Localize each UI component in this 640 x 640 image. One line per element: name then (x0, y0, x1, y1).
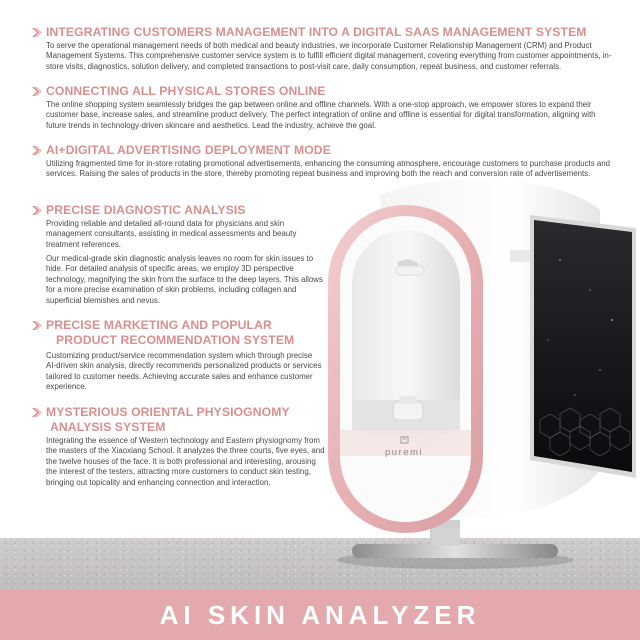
section-body-secondary: Our medical-grade skin diagnostic analysis leaves no room for skin issues to hide. For detailed analysis of specific areas, we employ 3D perspective technology, magnifying the skin from the surface to the deep layers. This allows for a more precise examination of skin problems, including collagen and superficial blemishes and nevus. (46, 254, 323, 305)
device-brand-label: puremi (385, 447, 424, 458)
section-body: Providing reliable and detailed all-round data for physicians and skin management consultants, assisting in medical assessments and beauty treatment references. (46, 219, 297, 249)
chevron-right-icon (31, 407, 42, 418)
section-body: To serve the operational management needs of both medical and beauty industries, we incorporate Customer Relationship Management (CRM) and Product Management Systems. This comprehensive customer service system is to fulfill efficient digital management, covering everything from customer appointments, in-store visits, diagnostics, solution delivery, and completed transactions to post-visit care, daily consumption, repeat business, and customer referrals. (46, 41, 612, 71)
section-title-line2: PRODUCT RECOMMENDATION SYSTEM (56, 333, 295, 347)
section-title-line2: ANALYSIS SYSTEM (50, 420, 166, 434)
section-title: INTEGRATING CUSTOMERS MANAGEMENT INTO A DIGITAL SAAS MANAGEMENT SYSTEM (46, 25, 587, 39)
section-body: Utilizing fragmented time for in-store rotating promotional advertisements, enhancing the consuming atmosphere, encourage customers to purchase products and services. Raising the sales of products in the store, thereby promoting repeat business and improving both the reach and conversion rate of advertisements. (46, 159, 611, 179)
section-title: PRECISE DIAGNOSTIC ANALYSIS (46, 203, 246, 217)
chevron-right-icon (31, 86, 42, 97)
section-body: Customizing product/service recommendation system which through precise AI-driven skin analysis, directly recommends personalized products or services tailored to customer needs. Achieving accurate sales and enhance customer experience. (46, 351, 322, 392)
chevron-right-icon (31, 205, 42, 216)
chevron-right-icon (31, 145, 42, 156)
footer-title: AI SKIN ANALYZER (159, 599, 481, 630)
section-title: AI+DIGITAL ADVERTISING DEPLOYMENT MODE (46, 143, 331, 157)
section-title: MYSTERIOUS ORIENTAL PHYSIOGNOMY (46, 405, 290, 419)
chevron-right-icon (31, 27, 42, 38)
footer-banner (0, 590, 640, 640)
section-body: Integrating the essence of Western technology and Eastern physiognomy from the masters of the Xiaoxiang School. It analyzes the three courts, five eyes, and the twelve houses of the face. It is both professional and interesting, arousing the interest of the testers, attracting more customers to conduct skin testing, bringing out topicality and enhancing connection and interaction. (46, 436, 325, 487)
chevron-right-icon (31, 320, 42, 331)
section-title: CONNECTING ALL PHYSICAL STORES ONLINE (46, 84, 326, 98)
section-title: PRECISE MARKETING AND POPULAR (46, 318, 272, 332)
section-body: The online shopping system seamlessly bridges the gap between online and offline channels. With a one-stop approach, we empower stores to expand their customer base, increase sales, and streamline product delivery. The perfect integration of online and offline is essential for digital transformation, aligning with future trends in technology-driven skincare and aesthetics. Lead the industry, achieve the goal. (46, 100, 596, 130)
